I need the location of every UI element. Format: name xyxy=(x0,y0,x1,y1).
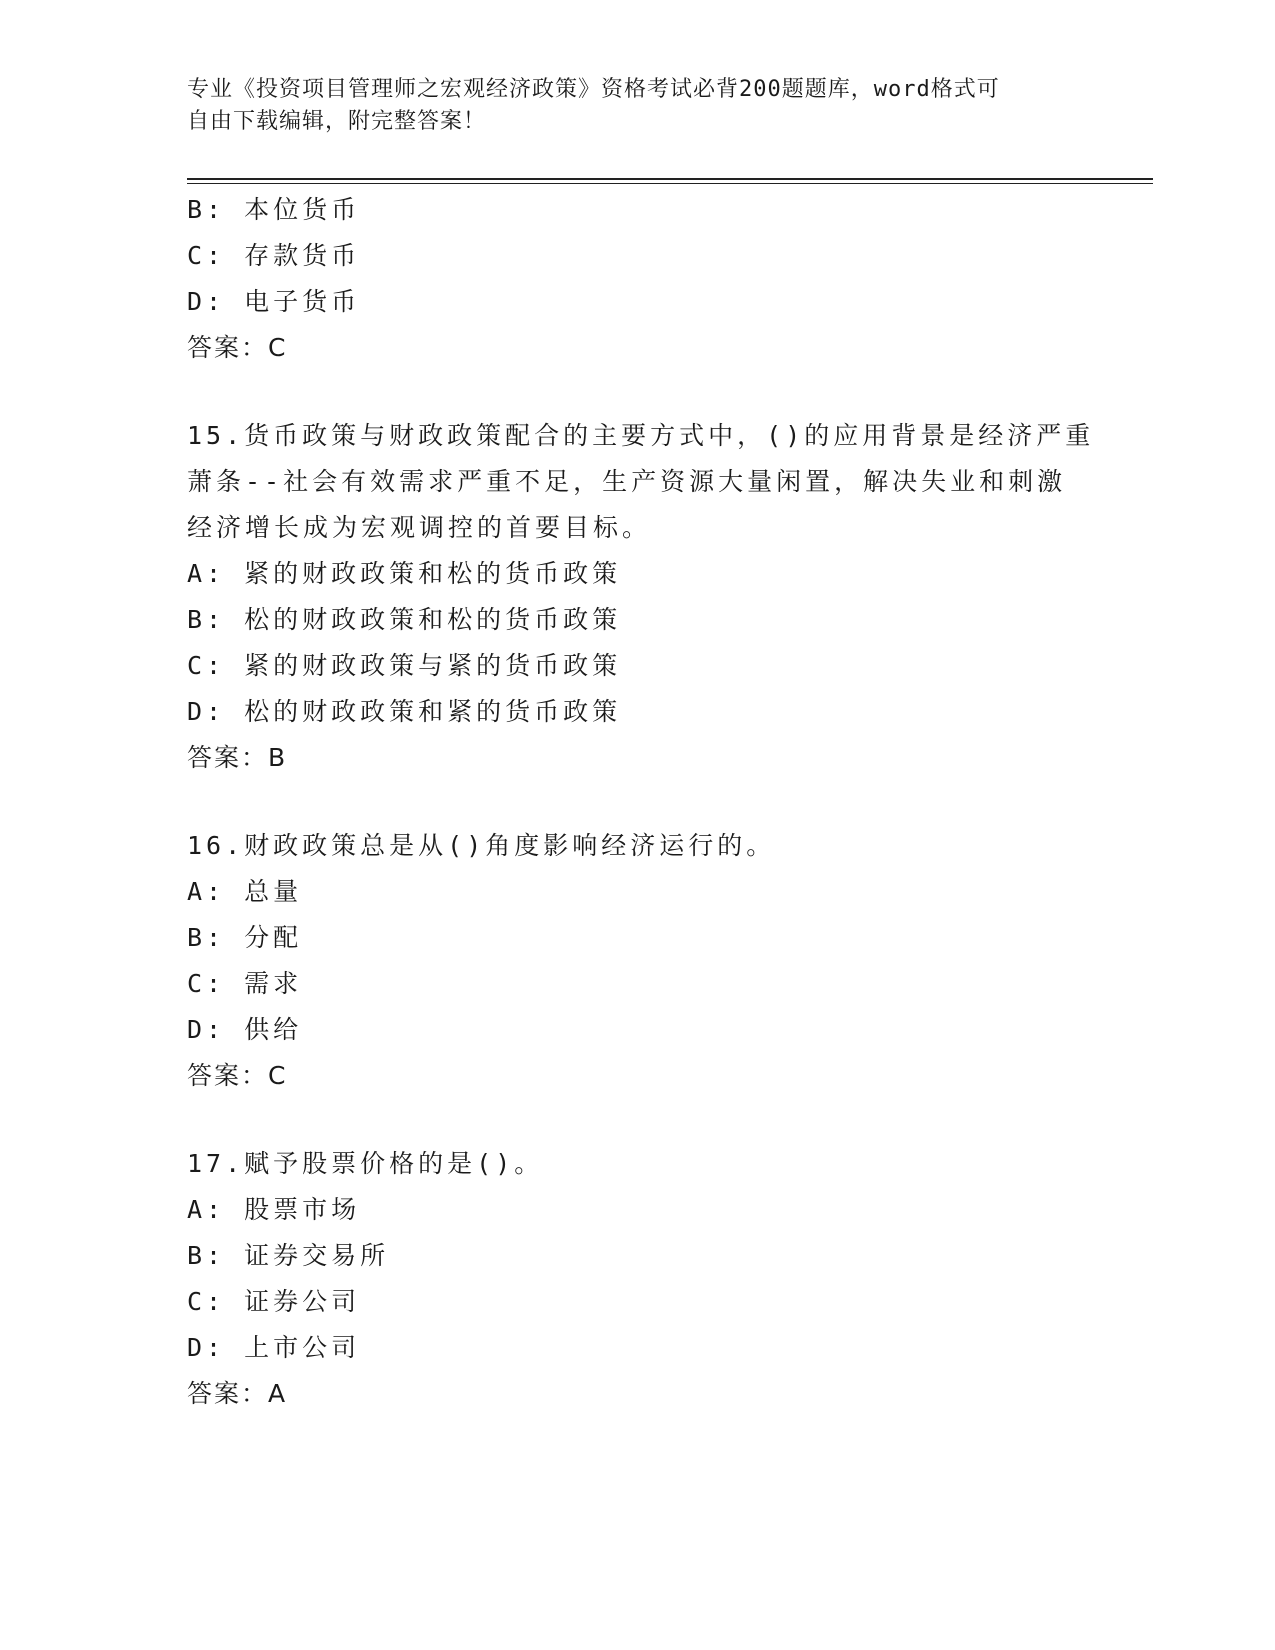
answer-line: 答案：C xyxy=(187,1061,288,1090)
option-a: A: 总量 xyxy=(187,877,303,906)
question-stem-line: 15.货币政策与财政政策配合的主要方式中，()的应用背景是经济严重 xyxy=(187,421,1095,450)
option-b: B: 本位货币 xyxy=(187,195,361,224)
spacer xyxy=(187,371,1087,413)
document-header xyxy=(187,74,1067,138)
spacer xyxy=(187,781,1087,823)
question-stem-line: 经济增长成为宏观调控的首要目标。 xyxy=(187,513,652,542)
option-c: C: 证券公司 xyxy=(187,1287,361,1316)
option-d: D: 供给 xyxy=(187,1015,303,1044)
header-line-1: 专业《投资项目管理师之宏观经济政策》资格考试必背200题题库，word格式可 xyxy=(187,77,1000,102)
header-line-2: 自由下载编辑，附完整答案！ xyxy=(187,109,487,134)
option-a: A: 股票市场 xyxy=(187,1195,361,1224)
answer-line: 答案：C xyxy=(187,333,288,362)
answer-line: 答案：A xyxy=(187,1379,288,1408)
question-stem-line: 17.赋予股票价格的是()。 xyxy=(187,1149,544,1178)
question-block-15 xyxy=(187,413,1095,781)
header-rule-thin xyxy=(187,183,1153,184)
question-list xyxy=(187,187,1095,1417)
option-c: C: 需求 xyxy=(187,969,303,998)
option-d: D: 上市公司 xyxy=(187,1333,361,1362)
question-block-prev xyxy=(187,187,1087,371)
option-d: D: 电子货币 xyxy=(187,287,361,316)
header-rule-thick xyxy=(187,178,1153,180)
option-c: C: 存款货币 xyxy=(187,241,361,270)
option-a: A: 紧的财政政策和松的货币政策 xyxy=(187,559,622,588)
option-d: D: 松的财政政策和紧的货币政策 xyxy=(187,697,622,726)
option-b: B: 分配 xyxy=(187,923,303,952)
option-c: C: 紧的财政政策与紧的货币政策 xyxy=(187,651,622,680)
answer-line: 答案：B xyxy=(187,743,288,772)
spacer xyxy=(187,1099,1087,1141)
option-b: B: 松的财政政策和松的货币政策 xyxy=(187,605,622,634)
question-block-17 xyxy=(187,1141,1087,1417)
question-block-16 xyxy=(187,823,1087,1099)
question-stem-line: 萧条--社会有效需求严重不足，生产资源大量闲置，解决失业和刺激 xyxy=(187,467,1067,496)
option-b: B: 证券交易所 xyxy=(187,1241,390,1270)
question-stem-line: 16.财政政策总是从()角度影响经济运行的。 xyxy=(187,831,776,860)
